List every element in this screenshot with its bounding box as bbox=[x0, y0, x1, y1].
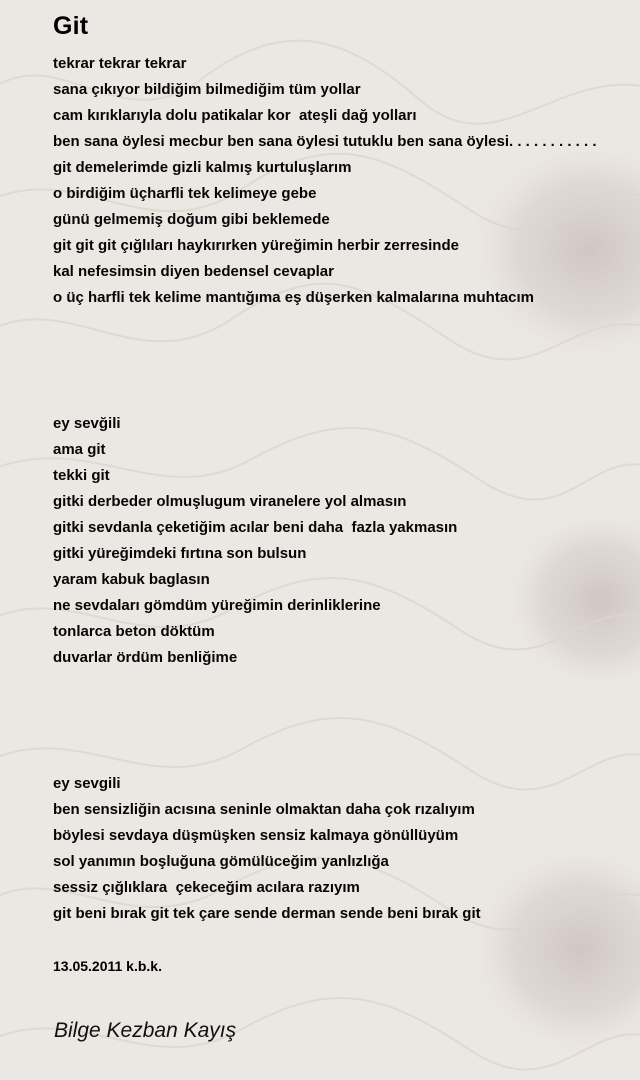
poem-line: tonlarca beton döktüm bbox=[53, 623, 215, 640]
poem-date: 13.05.2011 k.b.k. bbox=[53, 958, 162, 974]
poem-line: ama git bbox=[53, 441, 106, 458]
poem-line: sol yanımın boşluğuna gömülüceğim yanlızlığa bbox=[53, 853, 389, 870]
poem-line: tekki git bbox=[53, 467, 110, 484]
poem-line: yaram kabuk baglasın bbox=[53, 571, 210, 588]
poem-title: Git bbox=[53, 12, 89, 40]
stanza bbox=[53, 51, 597, 311]
poem-line: ben sensizliğin acısına seninle olmaktan daha çok rızalıyım bbox=[53, 801, 475, 818]
poem-line: böylesi sevdaya düşmüşken sensiz kalmaya gönüllüyüm bbox=[53, 827, 459, 844]
poem-line: duvarlar ördüm benliğime bbox=[53, 649, 238, 666]
stanza bbox=[53, 771, 481, 927]
poem-line: kal nefesimsin diyen bedensel cevaplar bbox=[53, 263, 334, 280]
poem-line: gitki sevdanla çeketiğim acılar beni daha fazla yakmasın bbox=[53, 519, 458, 536]
poem-line: tekrar tekrar tekrar bbox=[53, 55, 187, 72]
poem-line: ey sevgili bbox=[53, 775, 121, 792]
poem-line: gitki yüreğimdeki fırtına son bulsun bbox=[53, 545, 307, 562]
poem-line: git beni bırak git tek çare sende derman sende beni bırak git bbox=[53, 905, 481, 922]
poem-line: o birdiğim üçharfli tek kelimeye gebe bbox=[53, 185, 317, 202]
poem-line: ben sana öylesi mecbur ben sana öylesi tutuklu ben sana öylesi. . . . . . . . . . . bbox=[53, 133, 597, 150]
poem-line: sana çıkıyor bildiğim bilmediğim tüm yollar bbox=[53, 81, 361, 98]
stanza bbox=[53, 411, 457, 671]
poem-line: ne sevdaları gömdüm yüreğimin derinliklerine bbox=[53, 597, 381, 614]
poem-line: günü gelmemiş doğum gibi beklemede bbox=[53, 211, 330, 228]
poem-author: Bilge Kezban Kayış bbox=[54, 1019, 237, 1042]
poem-line: sessiz çığlıklara çekeceğim acılara razıyım bbox=[53, 879, 360, 896]
poem-line: gitki derbeder olmuşlugum viranelere yol almasın bbox=[53, 493, 407, 510]
poem-line: cam kırıklarıyla dolu patikalar kor ateşli dağ yolları bbox=[53, 107, 417, 124]
poem-line: ey sevğili bbox=[53, 415, 121, 432]
poem-line: o üç harfli tek kelime mantığıma eş düşerken kalmalarına muhtacım bbox=[53, 289, 535, 306]
poem-line: git git git çığlıları haykırırken yüreğimin herbir zerresinde bbox=[53, 237, 459, 254]
poem-line: git demelerimde gizli kalmış kurtuluşlarım bbox=[53, 159, 352, 176]
